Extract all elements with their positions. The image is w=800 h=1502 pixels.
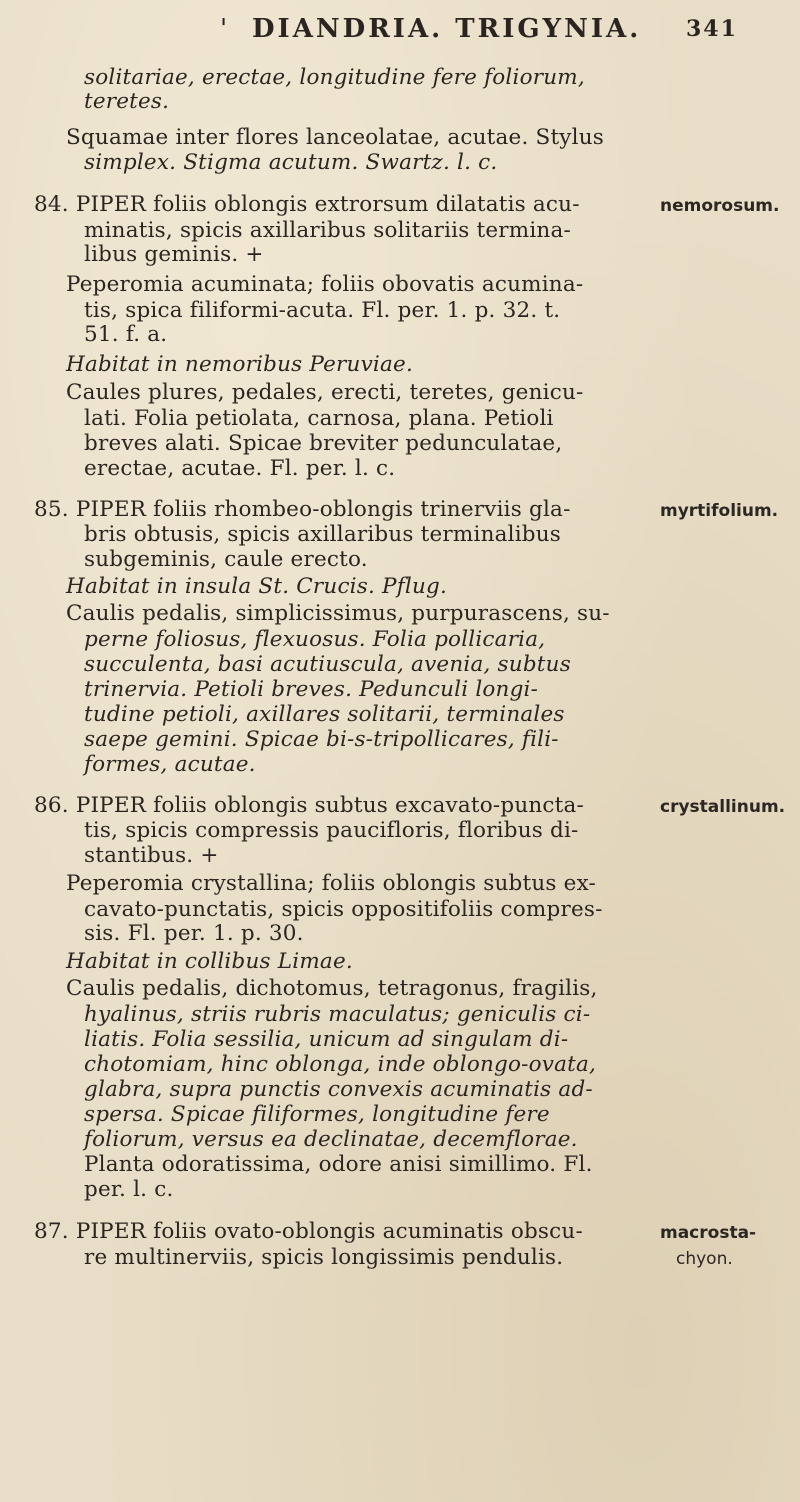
text-line: bris obtusis, spicis axillaribus terminalibus [84,522,562,547]
text-line: sis. Fl. per. 1. p. 30. [84,921,304,946]
text-line: lati. Folia petiolata, carnosa, plana. Petioli [84,406,554,431]
text-line: Squamae inter flores lanceolatae, acutae. Stylus [66,125,604,150]
text-line: liatis. Folia sessilia, unicum ad singulam di- [84,1027,569,1052]
text-line: Planta odoratissima, odore anisi simillimo. Fl. [84,1152,593,1177]
habitat-line: Habitat in insula St. Crucis. Pflug. [66,574,448,599]
text-line: foliorum, versus ea declinatae, decemflorae. [84,1127,578,1152]
margin-note-continuation: chyon. [676,1249,733,1269]
margin-note-crystallinum: crystallinum. [660,797,786,817]
text-line: erectae, acutae. Fl. per. l. c. [84,456,396,481]
text-line: libus geminis. + [84,242,264,267]
margin-note-myrtifolium: myrtifolium. [660,501,779,521]
entry-84-heading: 84. PIPER foliis oblongis extrorsum dilatatis acu- [34,192,580,217]
text-line: chotomiam, hinc oblonga, inde oblongo-ovata, [84,1052,597,1077]
text-line: Peperomia crystallina; foliis oblongis subtus ex- [66,871,596,896]
header-mark: ' [220,14,231,44]
text-line: saepe gemini. Spicae bi-s-tripollicares, fili- [84,727,559,752]
text-line: minatis, spicis axillaribus solitariis termina- [84,218,571,243]
text-line: hyalinus, striis rubris maculatus; geniculis ci- [84,1002,591,1027]
text-line: per. l. c. [84,1177,174,1202]
margin-note-nemorosum: nemorosum. [660,196,780,216]
text-line: stantibus. + [84,843,219,868]
text-line: perne foliosus, flexuosus. Folia pollicaria, [84,627,546,652]
text-line: tudine petioli, axillares solitarii, terminales [84,702,565,727]
text-line: spersa. Spicae filiformes, longitudine fere [84,1102,550,1127]
text-line: simplex. Stigma acutum. Swartz. l. c. [84,150,498,175]
text-line: cavato-punctatis, spicis oppositifoliis compres- [84,897,603,922]
entry-85-heading: 85. PIPER foliis rhombeo-oblongis trinerviis gla- [34,497,571,522]
text-line: succulenta, basi acutiuscula, avenia, subtus [84,652,571,677]
text-line: formes, acutae. [84,752,256,777]
text-line: tis, spicis compressis paucifloris, floribus di- [84,818,579,843]
text-line: teretes. [84,89,170,114]
text-line: glabra, supra punctis convexis acuminatis ad- [84,1077,593,1102]
entry-86-heading: 86. PIPER foliis oblongis subtus excavato-puncta- [34,793,584,818]
text-line: Caulis pedalis, dichotomus, tetragonus, fragilis, [66,976,598,1001]
text-line: Peperomia acuminata; foliis obovatis acumina- [66,272,584,297]
text-line: Caules plures, pedales, erecti, teretes, genicu- [66,380,584,405]
page-number: 341 [686,16,738,42]
text-line: tis, spica filiformi-acuta. Fl. per. 1. p. 32. t. [84,298,561,323]
text-line: re multinerviis, spicis longissimis pendulis. [84,1245,564,1270]
text-line: breves alati. Spicae breviter pedunculatae, [84,431,563,456]
text-line: subgeminis, caule erecto. [84,547,368,572]
margin-note-macrostachyon: macrosta- [660,1223,757,1243]
habitat-line: Habitat in collibus Limae. [66,949,353,974]
running-title: DIANDRIA. TRIGYNIA. [252,14,642,44]
text-line: Caulis pedalis, simplicissimus, purpurascens, su- [66,601,610,626]
text-line: solitariae, erectae, longitudine fere foliorum, [84,65,585,90]
text-line: trinervia. Petioli breves. Pedunculi longi- [84,677,539,702]
habitat-line: Habitat in nemoribus Peruviae. [66,352,413,377]
text-line: 51. f. a. [84,322,168,347]
entry-87-heading: 87. PIPER foliis ovato-oblongis acuminatis obscu- [34,1219,583,1244]
